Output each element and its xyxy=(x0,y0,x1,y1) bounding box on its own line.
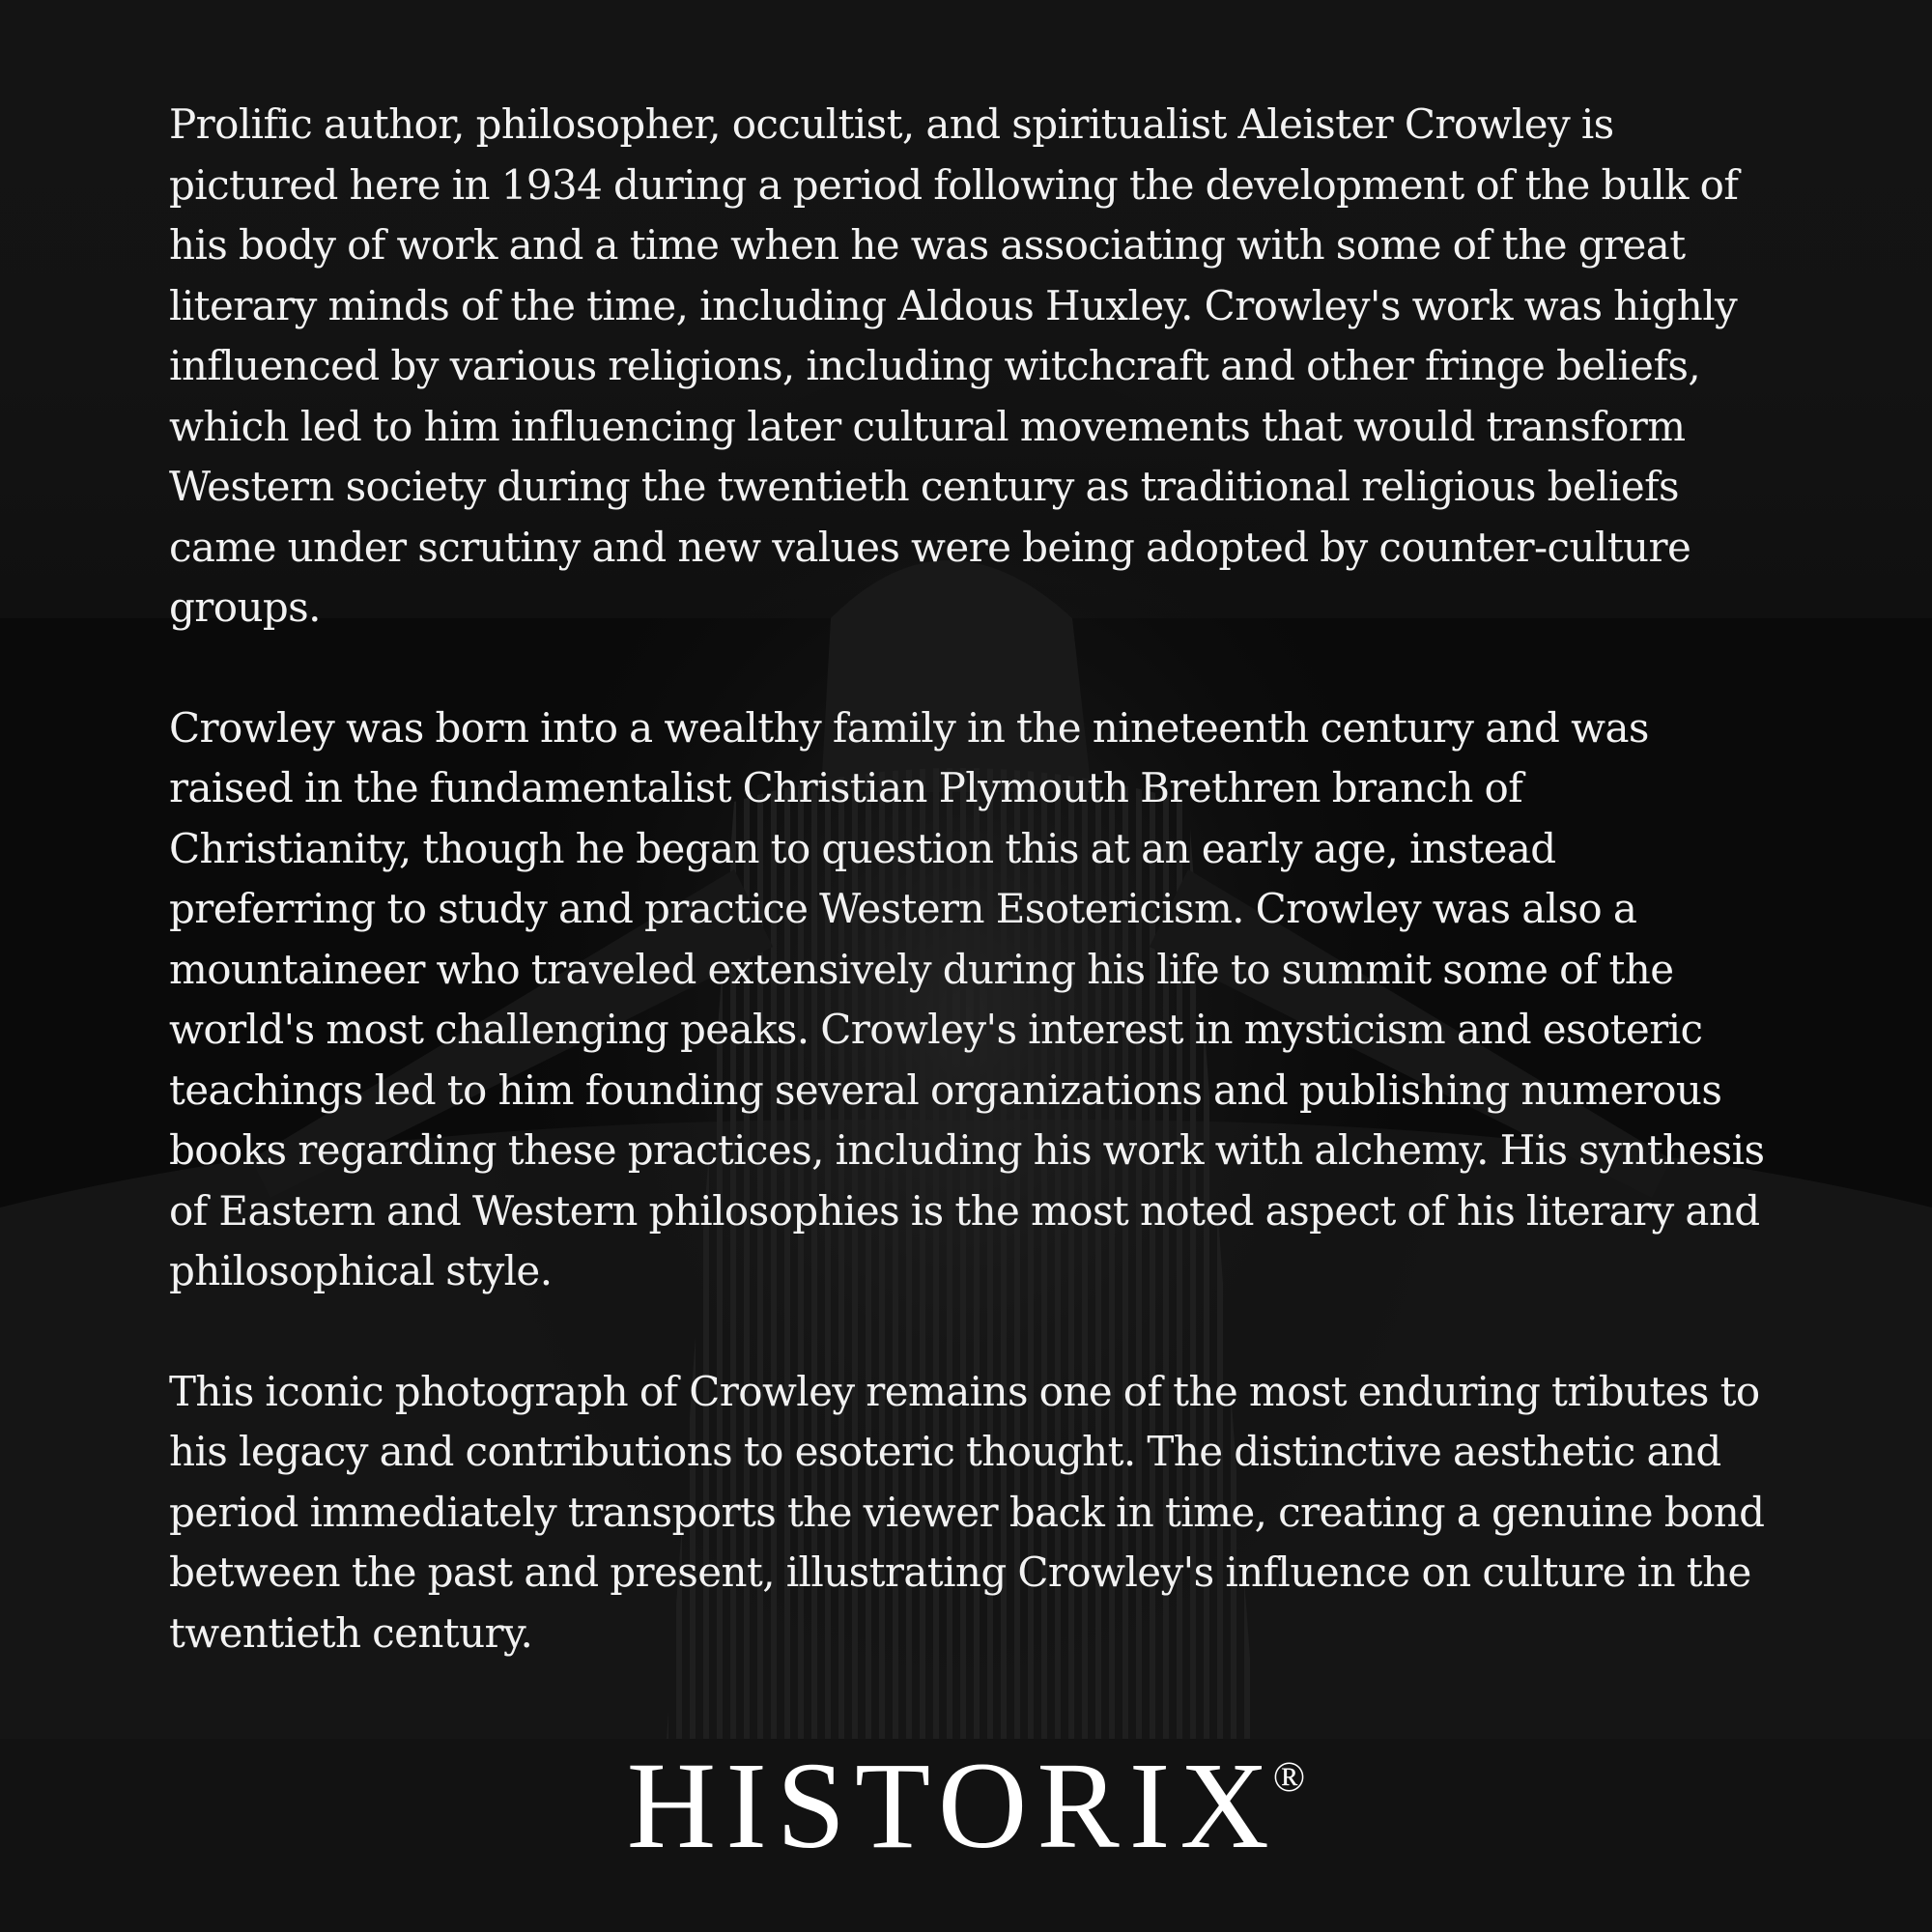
description-paragraph-3: This iconic photograph of Crowley remains one of the most enduring tributes to his legacy and contributions to esoteric thought. The distinctive aesthetic and period immediately transports the viewer back in time, creating a genuine bond between the past and present, illustrating Crowley's influence on culture in the twentieth century. xyxy=(169,1367,1765,1657)
description-paragraph-2: Crowley was born into a wealthy family in the nineteenth century and was raised in the fundamentalist Christian Plymouth Brethren branch of Christianity, though he began to question this at an early age, instead preferring to study and practice Western Esotericism. Crowley was also a mountaineer who traveled extensively during his life to summit some of the world's most challenging peaks. Crowley's interest in mysticism and esoteric teachings led to him founding several organizations and publishing numerous books regarding these practices, including his work with alchemy. His synthesis of Eastern and Western philosophies is the most noted aspect of his literary and philosophical style. xyxy=(169,703,1765,1294)
registered-mark: ® xyxy=(1272,1753,1306,1801)
description-paragraph-1: Prolific author, philosopher, occultist, and spiritualist Aleister Crowley is pictured here in 1934 during a period following the development of the bulk of his body of work and a time when he was associating with some of the great literary minds of the time, including Aldous Huxley. Crowley's work was highly influenced by various religions, including witchcraft and other fringe beliefs, which led to him influencing later cultural movements that would transform Western society during the twentieth century as traditional religious beliefs came under scrutiny and new values were being adopted by counter-culture groups. xyxy=(169,100,1739,631)
description-text-block xyxy=(169,95,1773,1723)
historix-logo xyxy=(0,1710,1932,1873)
logo-wordmark: HISTORIX xyxy=(626,1737,1279,1874)
